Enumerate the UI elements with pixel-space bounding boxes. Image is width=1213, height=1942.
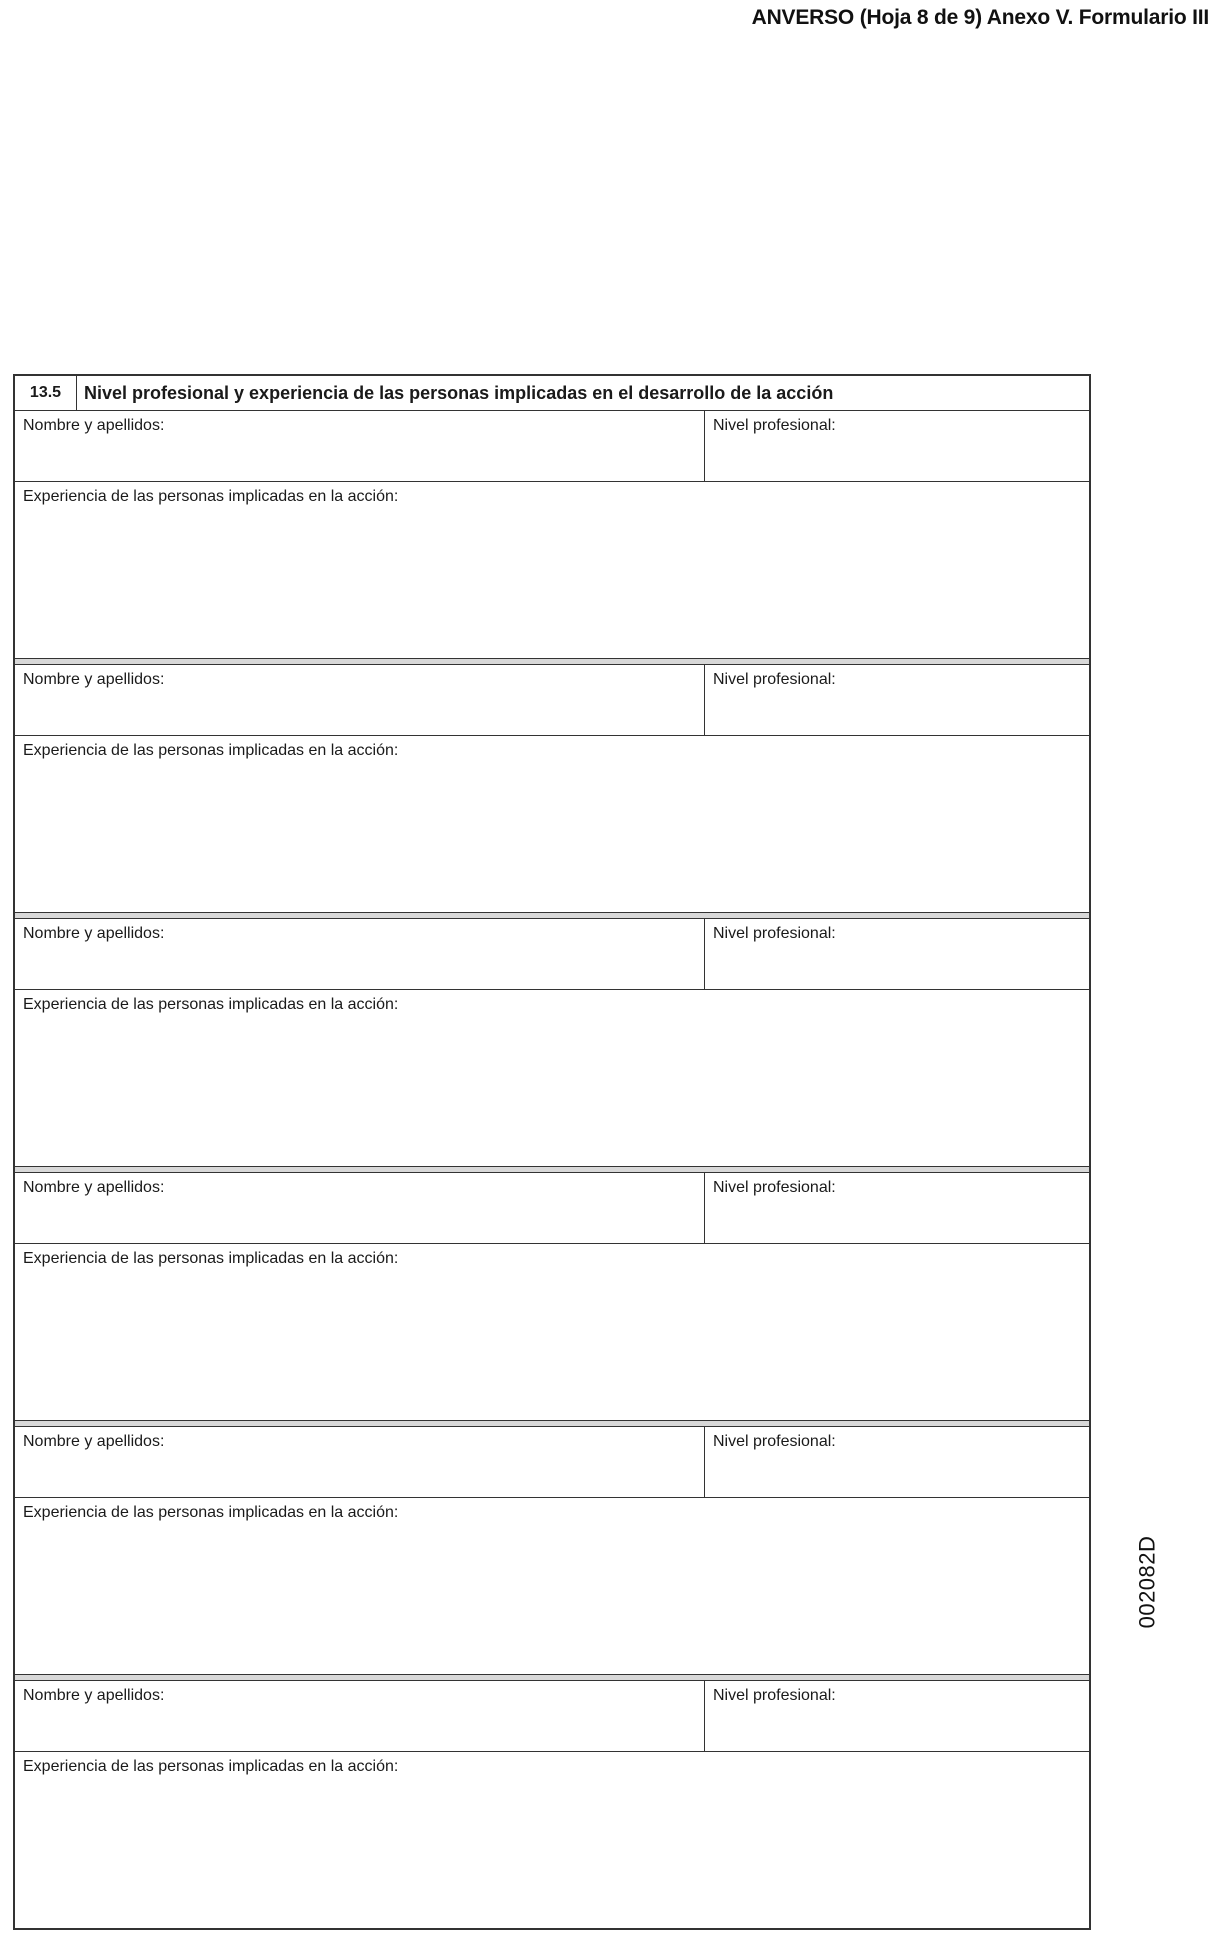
experience-field[interactable] bbox=[15, 990, 1089, 1166]
experience-field[interactable] bbox=[15, 736, 1089, 912]
name-field[interactable] bbox=[15, 1173, 705, 1243]
experience-label: Experiencia de las personas implicadas en la acción: bbox=[23, 742, 399, 759]
name-field[interactable] bbox=[15, 919, 705, 989]
experience-label: Experiencia de las personas implicadas en la acción: bbox=[23, 1758, 399, 1775]
person-info-row bbox=[15, 411, 1089, 482]
document-code-text: 002082D bbox=[1134, 1535, 1159, 1629]
professional-level-field[interactable] bbox=[705, 1427, 1089, 1497]
person-block bbox=[15, 919, 1089, 1166]
block-separator bbox=[15, 1166, 1089, 1173]
experience-form-table bbox=[13, 374, 1091, 1930]
person-block bbox=[15, 665, 1089, 912]
professional-level-label: Nivel profesional: bbox=[713, 671, 836, 688]
professional-level-field[interactable] bbox=[705, 1173, 1089, 1243]
person-block bbox=[15, 411, 1089, 658]
person-info-row bbox=[15, 919, 1089, 990]
professional-level-label: Nivel profesional: bbox=[713, 1687, 836, 1704]
name-label: Nombre y apellidos: bbox=[23, 417, 165, 434]
professional-level-label: Nivel profesional: bbox=[713, 925, 836, 942]
person-block bbox=[15, 1681, 1089, 1928]
block-separator bbox=[15, 658, 1089, 665]
document-code bbox=[1132, 1537, 1162, 1627]
experience-label: Experiencia de las personas implicadas en la acción: bbox=[23, 488, 399, 505]
name-field[interactable] bbox=[15, 411, 705, 481]
section-header bbox=[15, 376, 1089, 411]
professional-level-field[interactable] bbox=[705, 919, 1089, 989]
person-block bbox=[15, 1173, 1089, 1420]
professional-level-label: Nivel profesional: bbox=[713, 1179, 836, 1196]
professional-level-field[interactable] bbox=[705, 411, 1089, 481]
experience-label: Experiencia de las personas implicadas en la acción: bbox=[23, 1250, 399, 1267]
professional-level-label: Nivel profesional: bbox=[713, 417, 836, 434]
name-field[interactable] bbox=[15, 1681, 705, 1751]
experience-field[interactable] bbox=[15, 1752, 1089, 1928]
name-field[interactable] bbox=[15, 665, 705, 735]
experience-field[interactable] bbox=[15, 1244, 1089, 1420]
name-label: Nombre y apellidos: bbox=[23, 1179, 165, 1196]
page-header-title: ANVERSO (Hoja 8 de 9) Anexo V. Formulario III bbox=[751, 6, 1209, 29]
block-separator bbox=[15, 1674, 1089, 1681]
name-label: Nombre y apellidos: bbox=[23, 1433, 165, 1450]
block-separator bbox=[15, 912, 1089, 919]
person-info-row bbox=[15, 1427, 1089, 1498]
person-info-row bbox=[15, 1681, 1089, 1752]
name-label: Nombre y apellidos: bbox=[23, 925, 165, 942]
person-info-row bbox=[15, 1173, 1089, 1244]
professional-level-label: Nivel profesional: bbox=[713, 1433, 836, 1450]
person-block bbox=[15, 1427, 1089, 1674]
experience-field[interactable] bbox=[15, 482, 1089, 658]
person-info-row bbox=[15, 665, 1089, 736]
experience-field[interactable] bbox=[15, 1498, 1089, 1674]
experience-label: Experiencia de las personas implicadas en la acción: bbox=[23, 1504, 399, 1521]
professional-level-field[interactable] bbox=[705, 1681, 1089, 1751]
name-label: Nombre y apellidos: bbox=[23, 1687, 165, 1704]
section-number: 13.5 bbox=[15, 376, 77, 410]
experience-label: Experiencia de las personas implicadas en la acción: bbox=[23, 996, 399, 1013]
professional-level-field[interactable] bbox=[705, 665, 1089, 735]
block-separator bbox=[15, 1420, 1089, 1427]
section-title: Nivel profesional y experiencia de las personas implicadas en el desarrollo de la acción bbox=[84, 382, 834, 403]
name-label: Nombre y apellidos: bbox=[23, 671, 165, 688]
name-field[interactable] bbox=[15, 1427, 705, 1497]
